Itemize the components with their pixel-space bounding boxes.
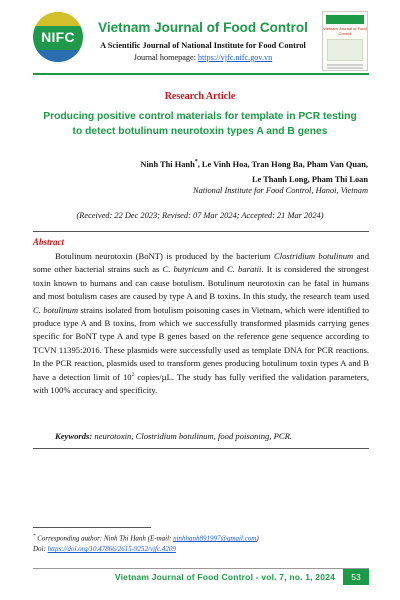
affiliation: National Institute for Food Control, Hanoi, Vietnam xyxy=(193,186,368,195)
footer-journal-issue: Vietnam Journal of Food Control - vol. 7, no. 1, 2024 xyxy=(114,572,335,582)
page-footer xyxy=(33,568,369,585)
journal-subtitle: A Scientific Journal of National Institute for Food Control xyxy=(100,41,306,50)
corresponding-mark: * xyxy=(194,159,198,165)
nifc-logo xyxy=(33,12,83,62)
journal-name: Vietnam Journal of Food Control xyxy=(98,20,308,35)
cover-band xyxy=(326,15,364,24)
abstract-text: . It is considered the strongest toxin known to humans and can cause botulism. Botulinum neurotoxin can be fatal in humans and most botulism cases are caused by type A and B toxins. In this study, the research team used xyxy=(33,264,369,302)
journal-cover-thumbnail xyxy=(322,11,368,71)
homepage-label: Journal homepage: xyxy=(133,53,198,62)
header-divider xyxy=(33,73,369,75)
keywords-text: neurotoxin, Clostridium botulinum, food poisoning, PCR. xyxy=(92,431,292,441)
species-name: C. botulinum xyxy=(33,304,79,315)
cover-line xyxy=(327,64,363,66)
abstract-body xyxy=(33,250,369,397)
abstract-heading: Abstract xyxy=(33,237,65,247)
cover-image xyxy=(327,39,363,61)
journal-homepage xyxy=(88,53,318,62)
corresponding-end: ) xyxy=(256,534,259,543)
abstract-text: and xyxy=(208,264,228,275)
article-title: Producing positive control materials for template in PCR testing to detect botulinum neurotoxin types A and B genes xyxy=(43,111,357,137)
article-dates: (Received: 22 Dec 2023; Revised: 07 Mar 2024; Accepted: 21 Mar 2024) xyxy=(76,211,324,220)
page-number: 53 xyxy=(343,569,369,585)
logo-text: NIFC xyxy=(41,29,75,45)
author-list xyxy=(60,155,368,188)
abstract-text: Botulinum neurotoxin (BoNT) is produced by the bacterium xyxy=(55,251,274,261)
exponent: 2 xyxy=(131,371,135,378)
homepage-link[interactable]: https://vjfc.nifc.gov.vn xyxy=(197,53,273,62)
cover-line xyxy=(327,67,363,69)
doi-label: Doi: xyxy=(33,545,48,554)
divider-top xyxy=(33,231,369,232)
species-name: C. baratii xyxy=(227,264,262,275)
abstract-text: strains isolated from botulism poisoning cases in Vietnam, which were identified to produce type A and B toxins, from which we successfully transformed plasmids carrying genes specific for BoNT type A and type B genes based on the reference gene sequence according to TCVN 11395:2016. These plasmids were successfully used as template DNA for PCR reactions. In the PCR reaction, plasmids used to transform genes producing botulinum toxin types A and B have a detection limit of 10 xyxy=(33,304,369,382)
email-link[interactable]: ninhhanh891997@gmail.com xyxy=(173,534,257,543)
species-name: Clostridium botulinum xyxy=(274,251,354,261)
abstract-text: copies/µL. The study has fully verified the validation parameters, with 100% accuracy and specificity. xyxy=(33,371,369,396)
footnote-mark: * xyxy=(33,534,36,539)
abstract-text: and some other bacterial strains such as xyxy=(33,251,369,275)
cover-title: Vietnam Journal of Food Control xyxy=(323,26,367,36)
article-type: Research Article xyxy=(164,91,236,102)
divider-bottom xyxy=(33,448,369,449)
keywords xyxy=(33,430,369,443)
authors-line1: , Le Vinh Hoa, Tran Hong Ba, Pham Van Quan, xyxy=(197,159,368,169)
authors-line2: Le Thanh Long, Pham Thi Loan xyxy=(251,175,368,185)
species-name: C. butyricum xyxy=(162,264,209,275)
footnote-divider xyxy=(33,527,151,528)
author-corresponding: Ninh Thi Hanh xyxy=(140,159,195,169)
corresponding-label: Corresponding author: Ninh Thi Hanh (E-mail: xyxy=(35,534,174,543)
doi-link[interactable]: https://doi.org/10.47866/2615-9252/vjfc.4209 xyxy=(47,545,176,554)
journal-header xyxy=(0,0,400,80)
footnote xyxy=(33,531,369,555)
keywords-label: Keywords: xyxy=(55,431,93,441)
